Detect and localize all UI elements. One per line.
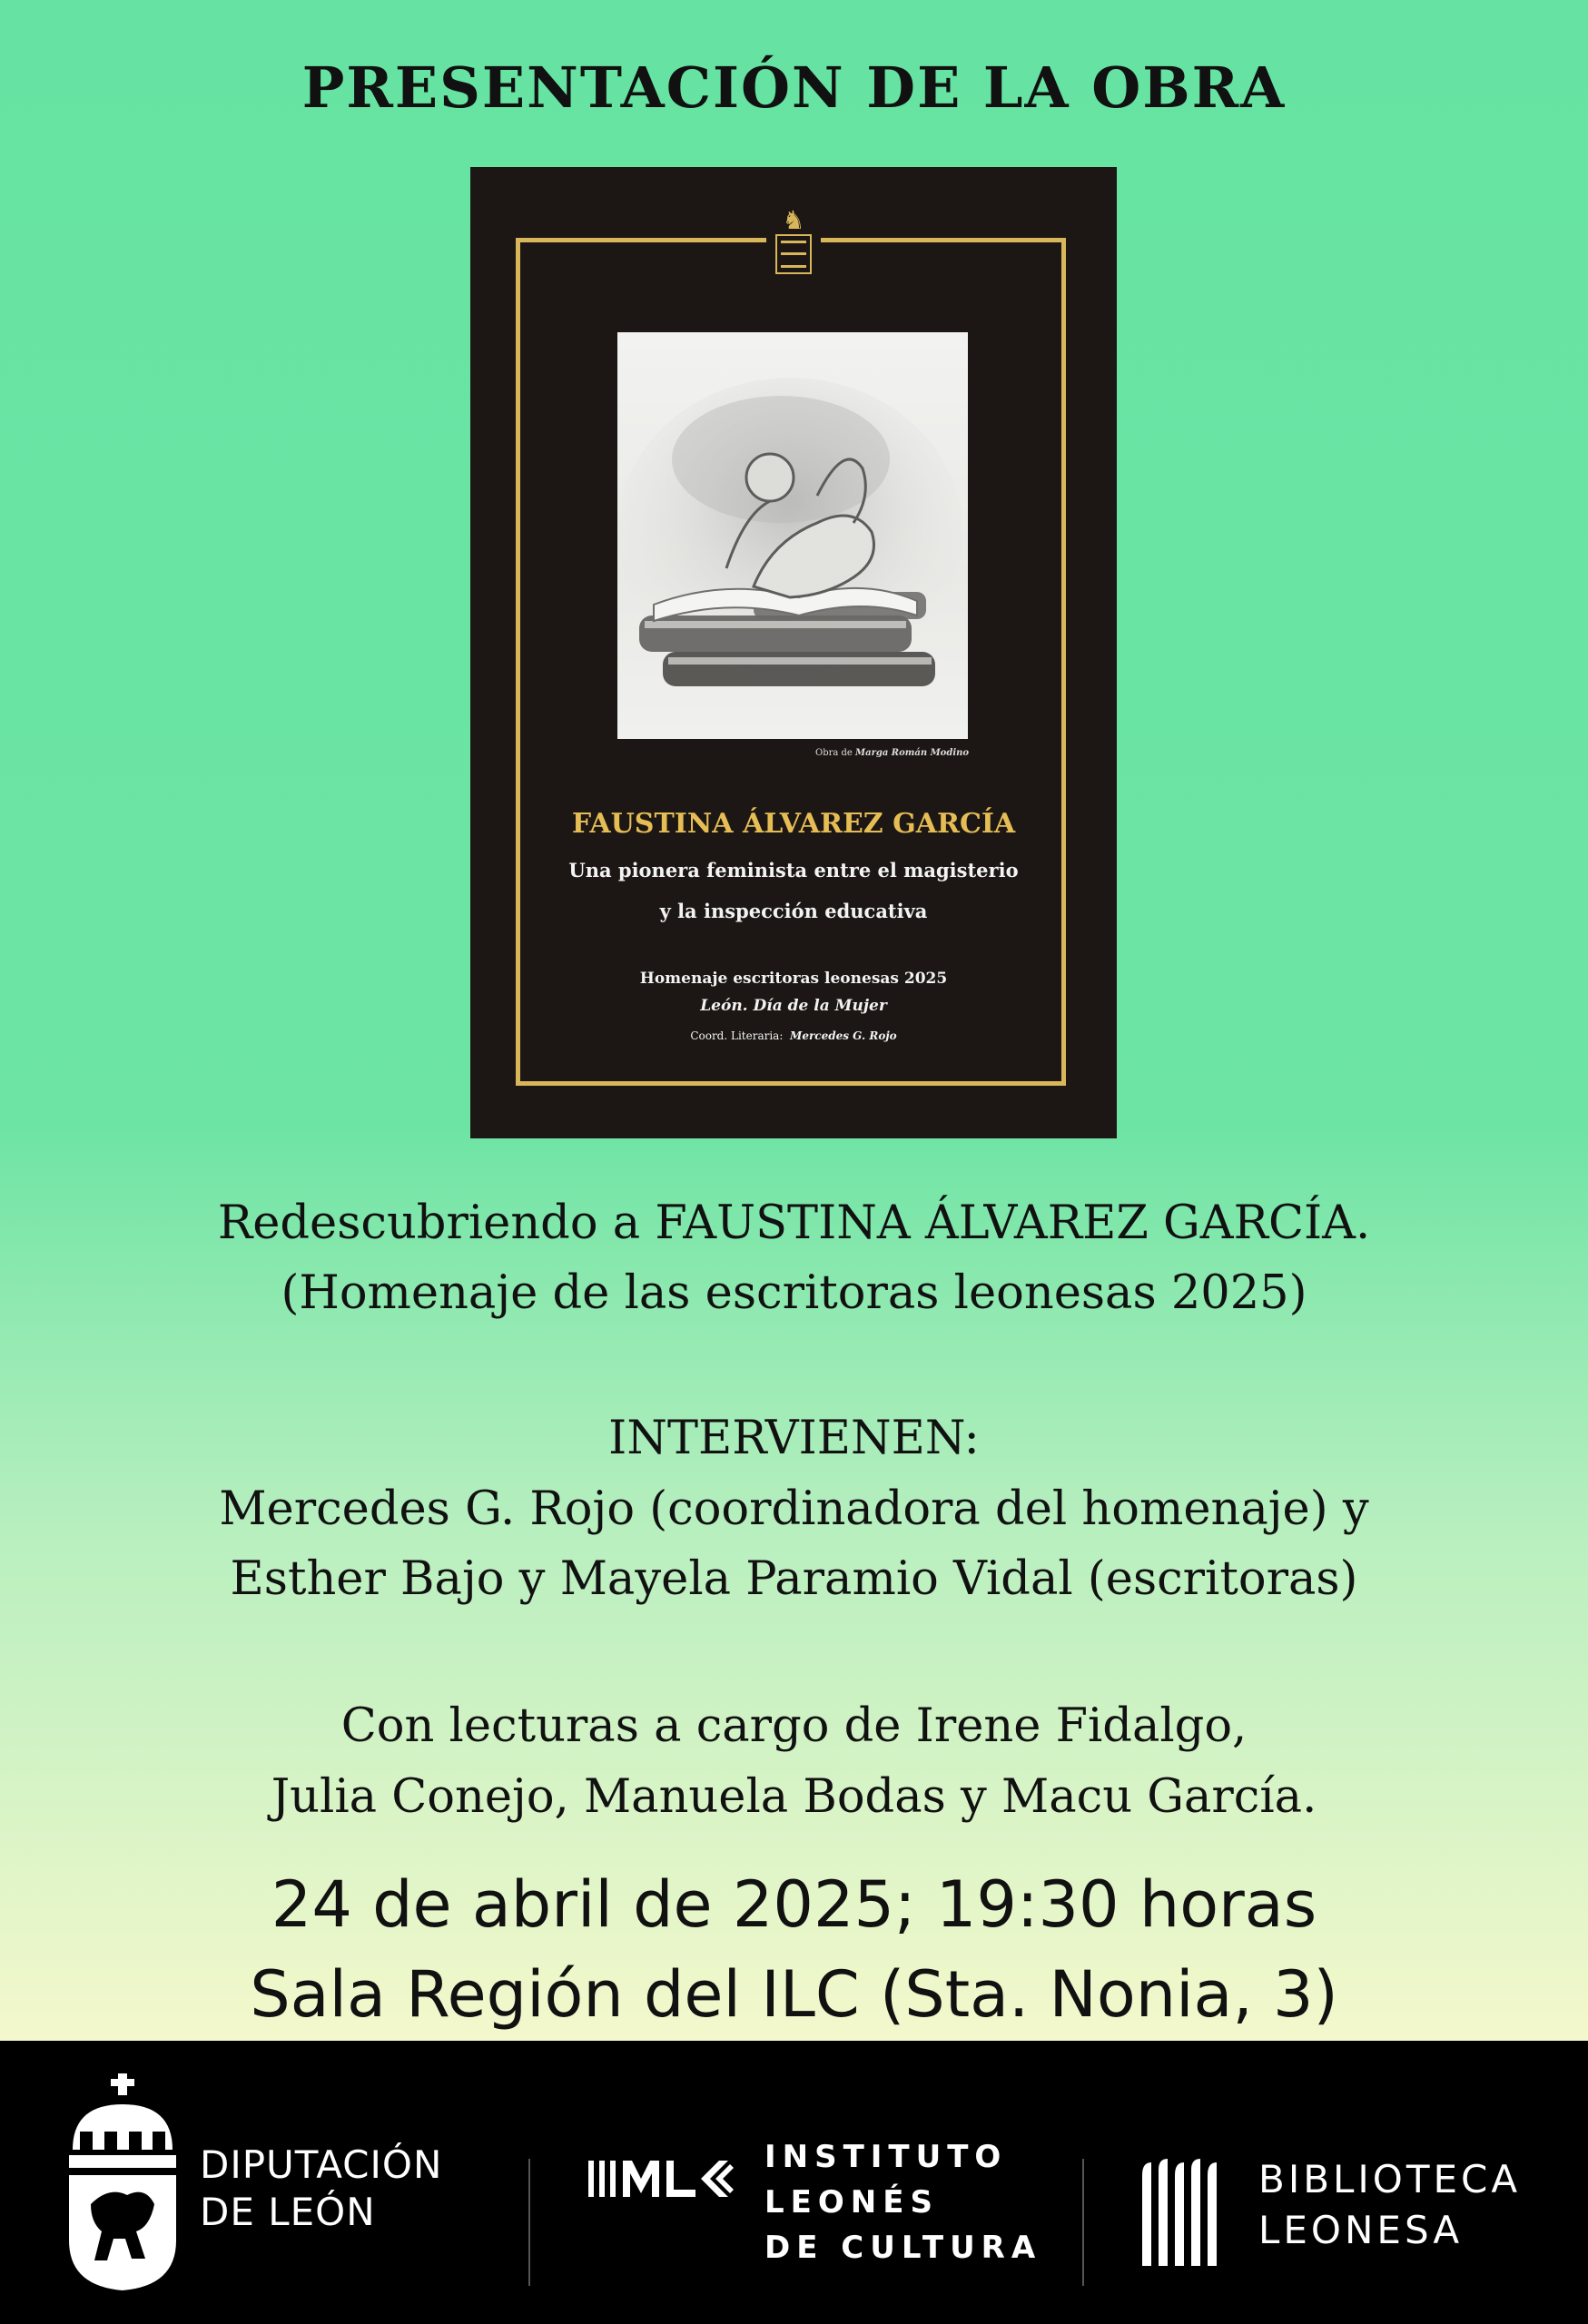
cover-series-line1: Homenaje escritoras leonesas 2025 <box>639 970 948 988</box>
ilc-label-line3: DE CULTURA <box>764 2230 1042 2266</box>
sponsor-footer <box>0 2041 1588 2324</box>
body-line-6: Con lecturas a cargo de Irene Fidalgo, <box>340 1699 1248 1753</box>
body-line-7: Julia Conejo, Manuela Bodas y Macu García. <box>271 1770 1317 1824</box>
body-line-4: Mercedes G. Rojo (coordinadora del homenaje) y <box>219 1482 1369 1536</box>
diputacion-label-line2: DE LEÓN <box>200 2190 376 2234</box>
biblioteca-label-line2: LEONESA <box>1258 2208 1464 2252</box>
hands-and-books-drawing-icon <box>617 332 968 739</box>
cover-series-line2: León. Día de la Mujer <box>700 997 887 1015</box>
biblioteca-label-line1: BIBLIOTECA <box>1258 2157 1522 2201</box>
ilc-logo-icon <box>588 2159 734 2199</box>
page-title: PRESENTACIÓN DE LA OBRA <box>301 54 1287 121</box>
footer-divider <box>528 2159 530 2286</box>
art-credit: Obra de Marga Román Modino <box>815 748 970 758</box>
cover-title: FAUSTINA ÁLVAREZ GARCÍA <box>571 808 1016 840</box>
diputacion-label-line1: DIPUTACIÓN <box>200 2142 443 2187</box>
cover-coordinator: Coord. Literaria: Mercedes G. Rojo <box>690 1029 897 1042</box>
book-cover <box>470 167 1117 1138</box>
biblioteca-logo-icon <box>1142 2157 1229 2266</box>
footer-divider <box>1082 2159 1084 2286</box>
body-line-5: Esther Bajo y Mayela Paramio Vidal (escritoras) <box>230 1552 1358 1606</box>
publisher-emblem-icon: ♞ <box>766 207 821 280</box>
body-line-1: Redescubriendo a FAUSTINA ÁLVAREZ GARCÍA. <box>217 1196 1371 1250</box>
body-line-2: (Homenaje de las escritoras leonesas 2025) <box>281 1266 1307 1320</box>
ilc-label-line2: LEONÉS <box>764 2184 939 2221</box>
cover-subtitle-line1: Una pionera feminista entre el magisterio <box>568 859 1019 881</box>
ilc-label-line1: INSTITUTO <box>764 2139 1008 2175</box>
diputacion-coat-of-arms-icon <box>64 2068 182 2295</box>
body-line-3: INTERVIENEN: <box>608 1412 980 1465</box>
cover-artwork <box>617 332 968 739</box>
cover-subtitle-line2: y la inspección educativa <box>659 900 928 922</box>
event-date-time: 24 de abril de 2025; 19:30 horas <box>271 1867 1317 1942</box>
event-venue: Sala Región del ILC (Sta. Nonia, 3) <box>250 1957 1338 2032</box>
